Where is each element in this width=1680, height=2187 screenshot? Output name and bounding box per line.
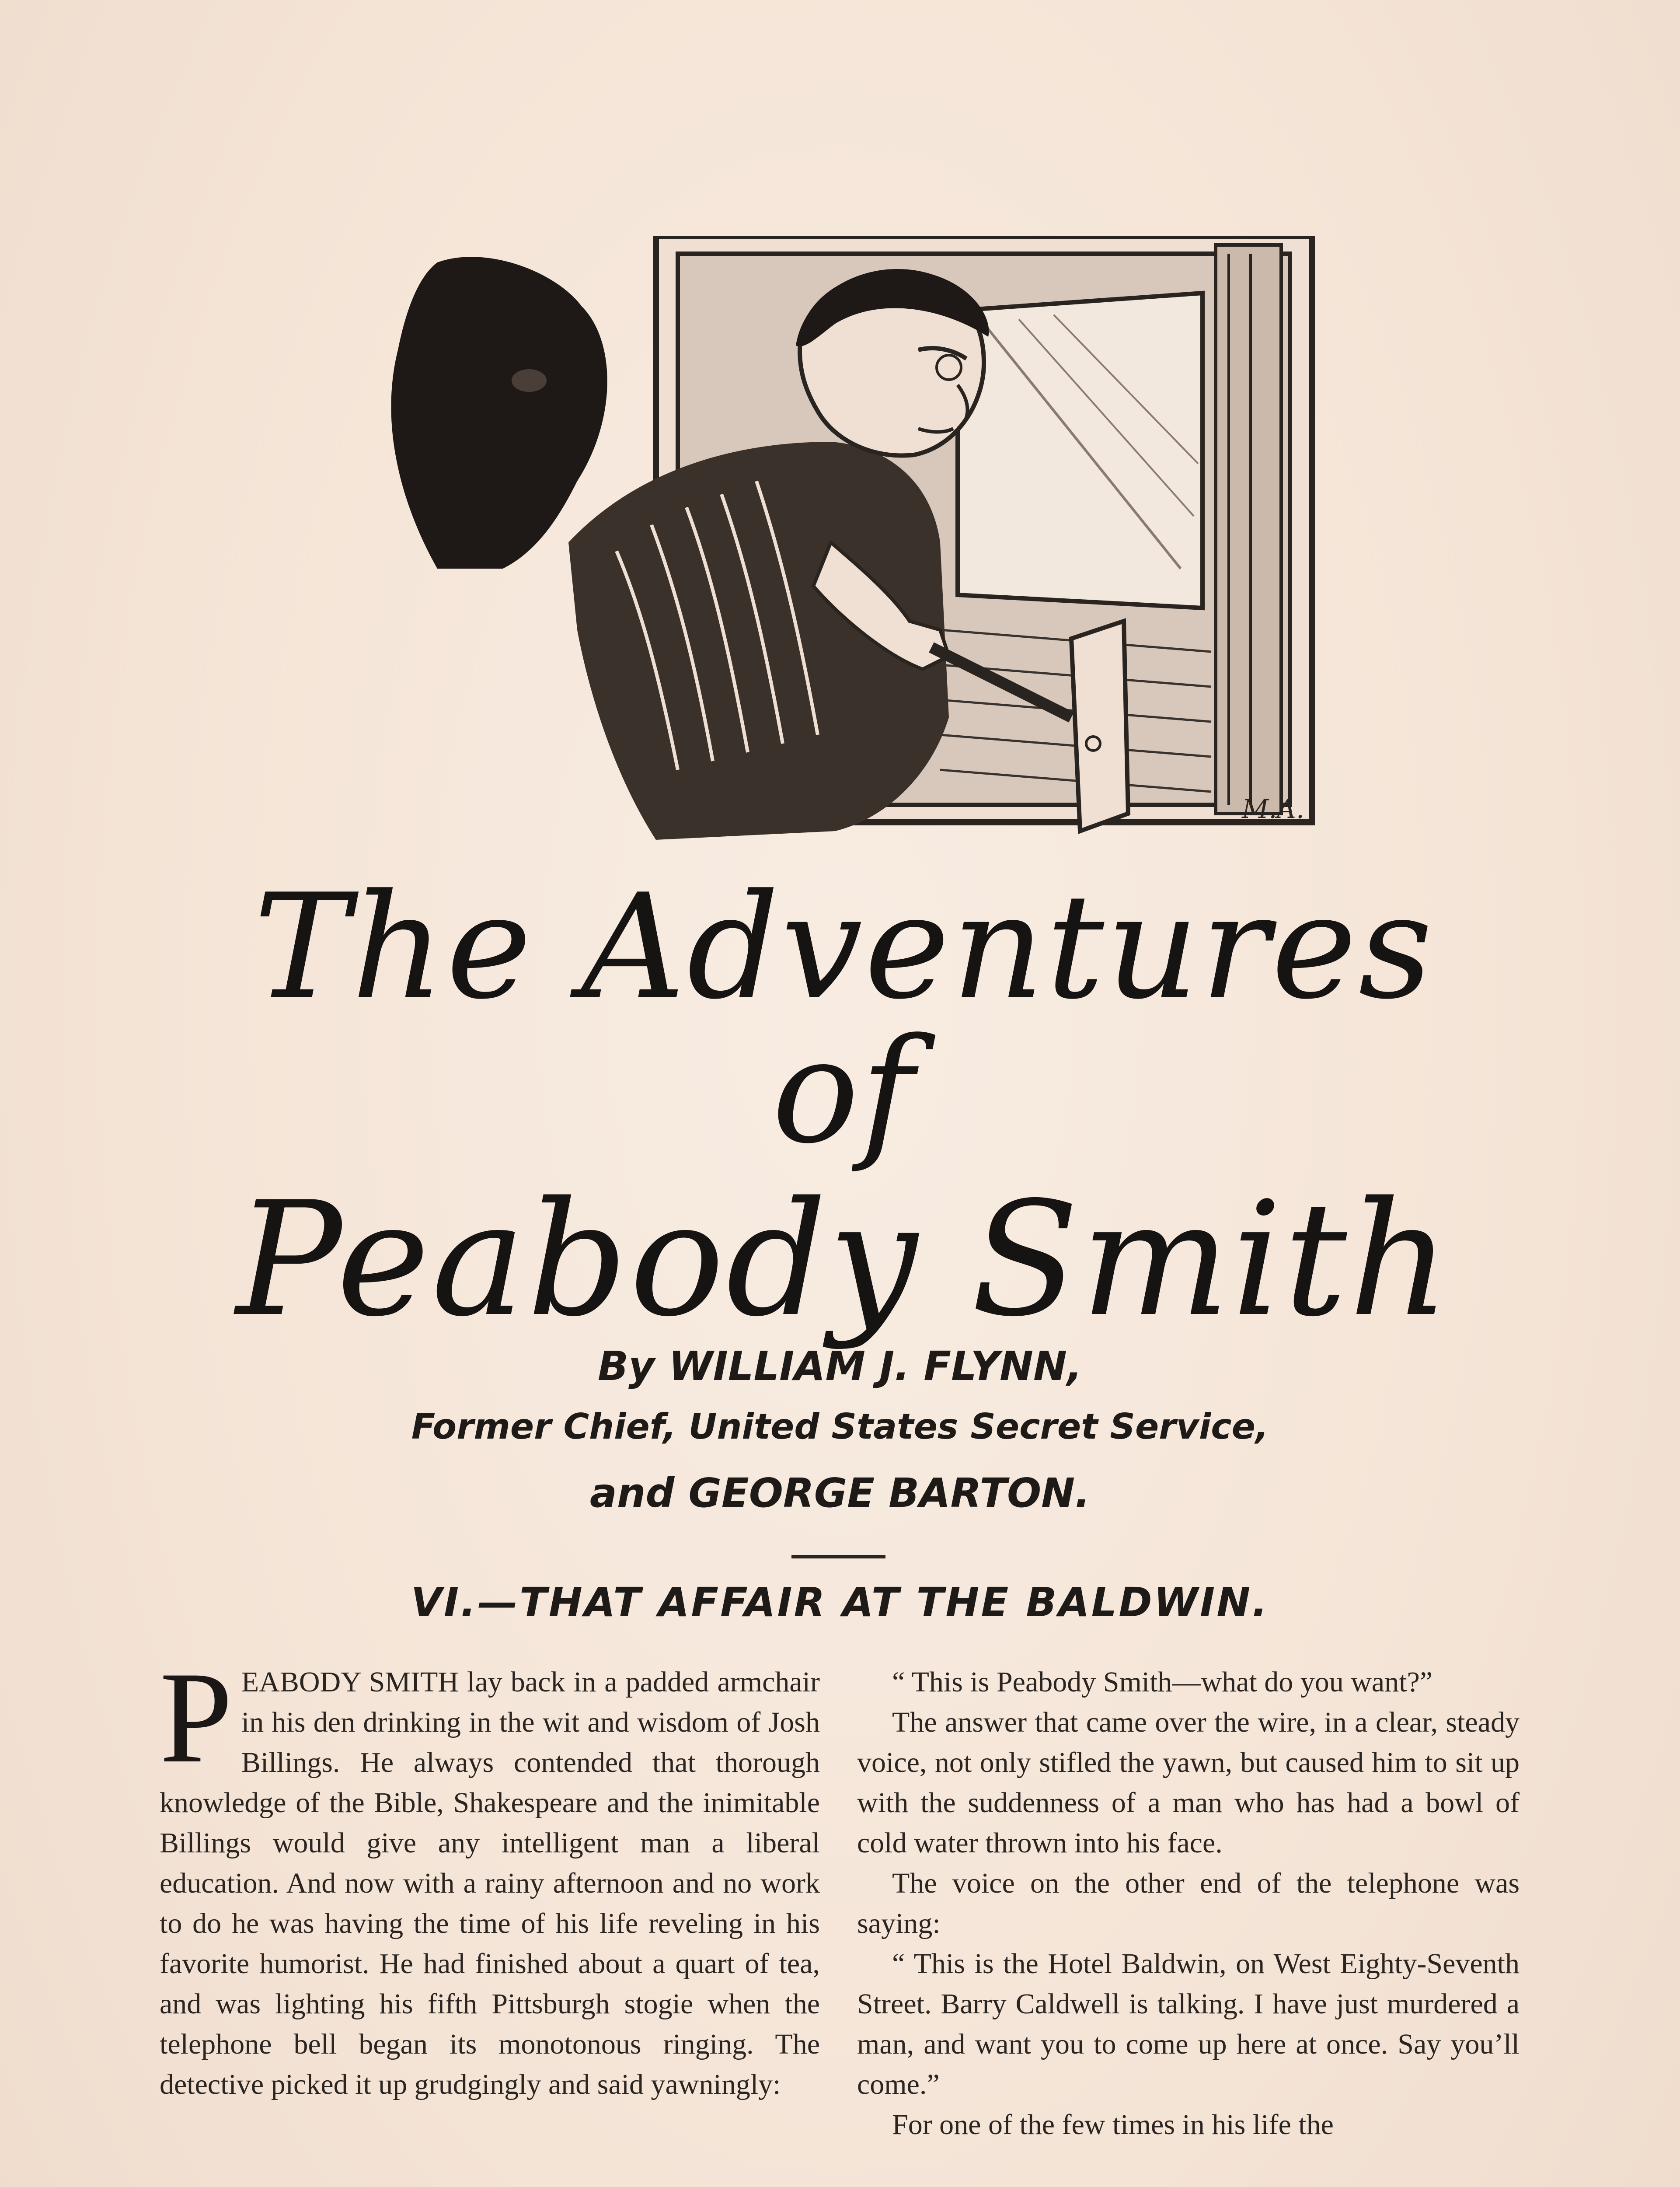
illustration-signature: M.A. [1242,794,1304,824]
title-line-2: Peabody Smith [236,1168,1452,1351]
paragraph: “ This is Peabody Smith—what do you want?” [892,1666,1433,1698]
paragraph: The answer that came over the wire, in a clear, steady voice, not only stifled the yawn, but caused him to sit up with the suddenness of a man who has had a bowl of cold water thrown into his face. [857,1706,1520,1859]
paragraph: The voice on the other end of the telephone was saying: [857,1867,1520,1939]
paragraph [160,1645,820,2105]
paragraph: For one of the few times in his life the [892,2109,1334,2141]
title-line-1: The Adventures of [253,863,1435,1175]
story-illustration [372,236,1316,866]
byline-authors: By WILLIAM J. FLYNN, [598,1343,1082,1390]
paragraph-text: EABODY SMITH lay back in a padded armchair in his den drinking in the wit and wisdom of Josh Billings. He always contended that thorough knowledge of the Bible, Shakespeare and the inimitable Billings would give any intelligent man a liberal education. And now with a rainy afternoon and no work to do he was having the time of his life reveling in his favorite humorist. He had finished about a quart of tea, and was lighting his fifth Pittsburgh stogie when the telephone bell began its monotonous ringing. The detective picked it up grudgingly and said yawningly: [160,1666,820,2100]
chapter-title: VI.—THAT AFFAIR AT THE BALDWIN. [411,1579,1269,1626]
illustration-drawing [372,236,1316,866]
section-divider [791,1555,885,1558]
byline-role: Former Chief, United States Secret Service, [411,1406,1269,1447]
story-title [192,863,1495,1351]
drop-cap: P [160,1645,233,1790]
paragraph: “ This is the Hotel Baldwin, on West Eighty-Seventh Street. Barry Caldwell is talking. I have just murdered a man, and want you to come up here at once. Say you’ll come.” [857,1948,1520,2100]
byline-coauthor: and GEORGE BARTON. [589,1470,1091,1516]
text-column-right [857,1662,1520,2145]
text-column-left [160,1645,820,2105]
